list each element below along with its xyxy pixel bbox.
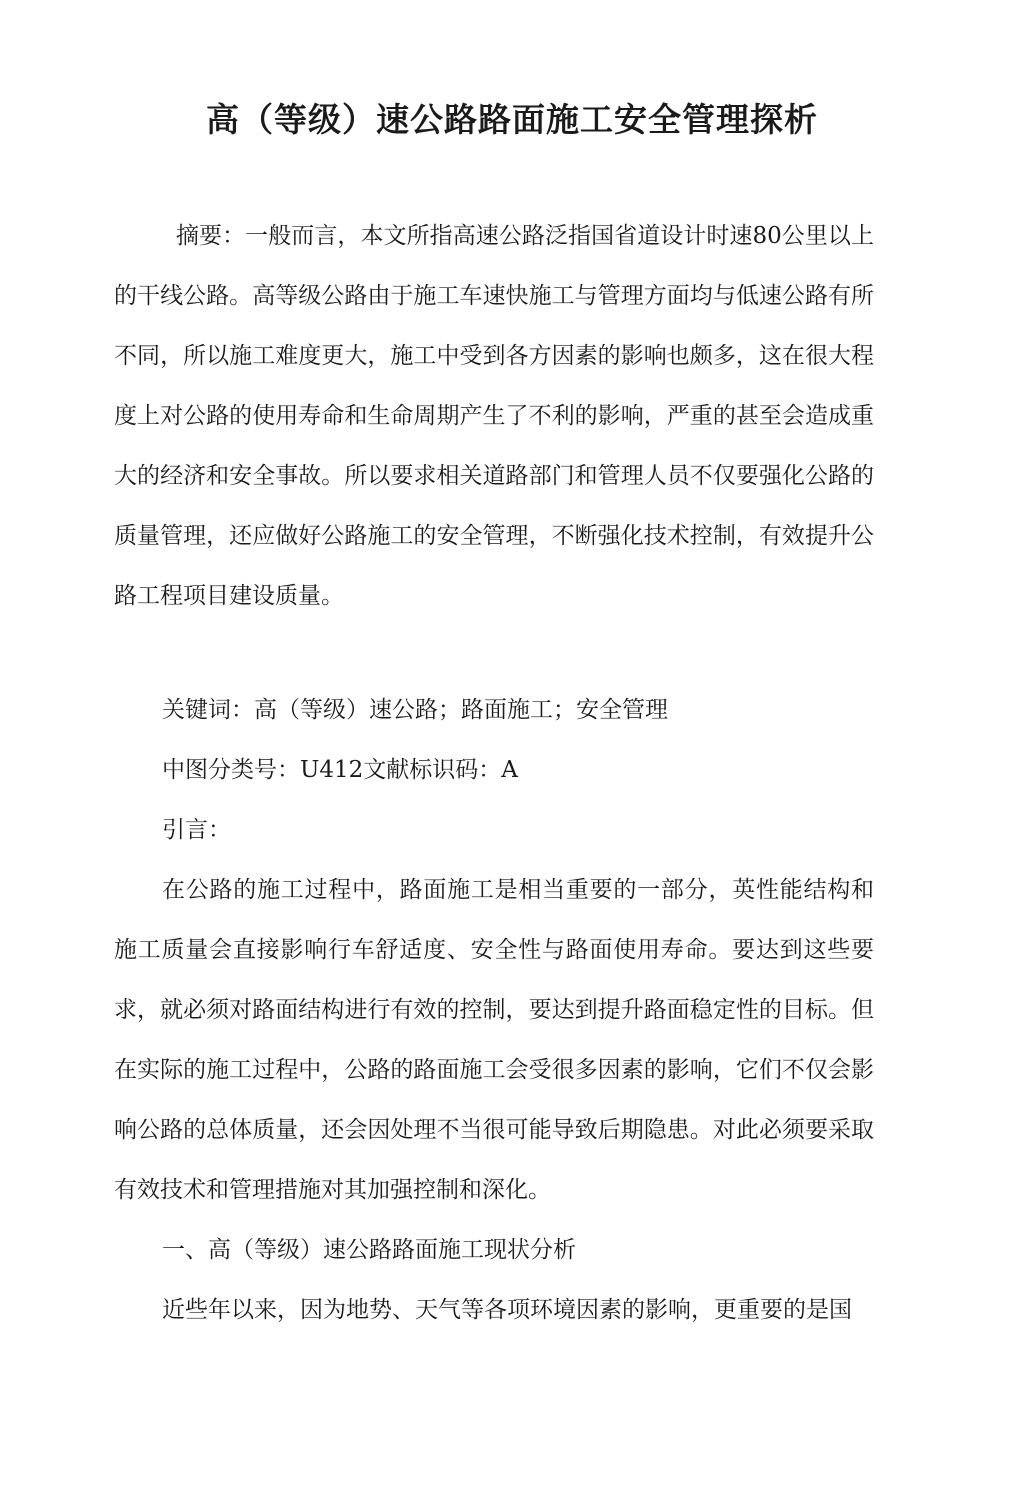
document-title: 高（等级）速公路路面施工安全管理探析 bbox=[206, 100, 818, 139]
intro-paragraph: 在公路的施工过程中，路面施工是相当重要的一部分，英性能结构和施工质量会直接影响行车舒适度、安全性与路面使用寿命。要达到这些要求，就必须对路面结构进行有效的控制，要达到提升路面稳定性的目标。但在实际的施工过程中，公路的路面施工会受很多因素的影响，它们不仅会影响公路的总体质量，还会因处理不当很可能导致后期隐患。对此必须要采取有效技术和管理措施对其加强控制和深化。 bbox=[114, 877, 874, 1203]
section-paragraph: 近些年以来，因为地势、天气等各项环境因素的影响，更重要的是国 bbox=[162, 1297, 852, 1323]
abstract-block bbox=[114, 206, 874, 626]
abstract-paragraph: 摘要：一般而言，本文所指高速公路泛指国省道设计时速80公里以上的干线公路。高等级公路由于施工车速快施工与管理方面均与低速公路有所不同，所以施工难度更大，施工中受到各方因素的影响也颇多，这在很大程度上对公路的使用寿命和生命周期产生了不利的影响，严重的甚至会造成重大的经济和安全事故。所以要求相关道路部门和管理人员不仅要强化公路的质量管理，还应做好公路施工的安全管理，不断强化技术控制，有效提升公路工程项目建设质量。 bbox=[114, 223, 874, 609]
classification-line: 中图分类号：U412文献标识码：A bbox=[162, 757, 518, 783]
section-heading: 一、高（等级）速公路路面施工现状分析 bbox=[162, 1237, 576, 1263]
keywords-line: 关键词：高（等级）速公路；路面施工；安全管理 bbox=[162, 697, 668, 723]
intro-heading: 引言： bbox=[162, 817, 231, 843]
body-block bbox=[114, 680, 874, 1340]
